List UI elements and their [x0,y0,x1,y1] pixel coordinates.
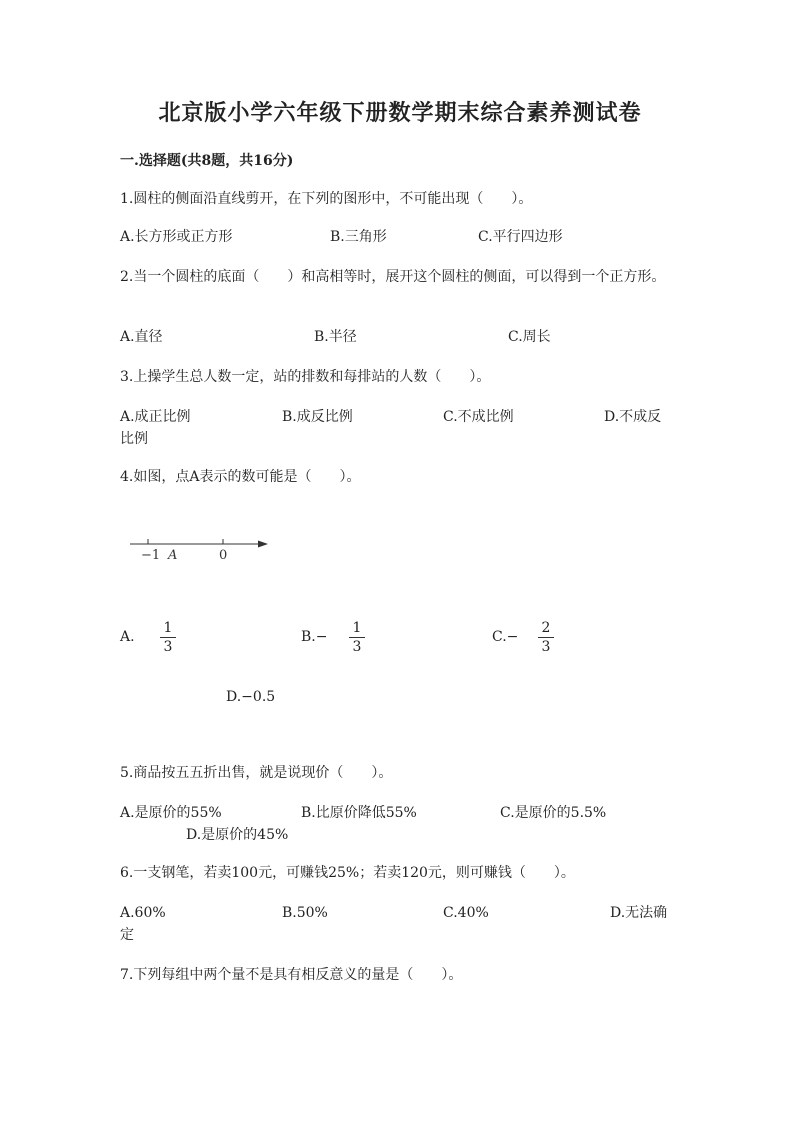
question-1: 1.圆柱的侧面沿直线剪开，在下列的图形中，不可能出现（ ）。 [120,191,533,207]
q4-option-d: D.−0.5 [226,689,276,705]
q6-option-b: B.50% [282,905,328,921]
page-title: 北京版小学六年级下册数学期末综合素养测试卷 [158,100,642,126]
number-line-arrow [258,541,268,548]
fraction-bar [538,637,554,638]
label-point-a: A [168,548,178,563]
q6-option-d-wrap: 定 [120,927,134,943]
label-zero: 0 [219,548,228,563]
q3-option-b: B.成反比例 [282,409,353,425]
question-5: 5.商品按五五折出售，就是说现价（ ）。 [120,765,393,781]
q5-option-a: A.是原价的55% [120,805,222,821]
number-line-figure [128,532,278,564]
fraction-bar [349,637,365,638]
question-6: 6.一支钢笔，若卖100元，可赚钱25%；若卖120元，则可赚钱（ ）。 [120,865,575,881]
q6-option-d: D.无法确 [610,905,668,921]
q3-option-d: D.不成反 [604,409,662,425]
q1-option-b: B.三角形 [330,229,387,245]
fraction-numerator: 1 [163,620,173,636]
q4-option-b-fraction [349,620,365,655]
q4-option-b: B.− [301,629,328,645]
q1-option-a: A.长方形或正方形 [120,229,233,245]
q2-option-b: B.半径 [314,329,357,345]
question-2: 2.当一个圆柱的底面（ ）和高相等时，展开这个圆柱的侧面，可以得到一个正方形。 [120,269,666,285]
q5-option-b: B.比原价降低55% [301,805,417,821]
fraction-denominator: 3 [163,639,173,655]
q4-option-a: A. [120,629,135,645]
fraction-numerator: 2 [541,620,551,636]
fraction-bar [160,637,176,638]
question-3: 3.上操学生总人数一定，站的排数和每排站的人数（ ）。 [120,369,491,385]
section-heading: 一.选择题(共8题，共16分) [120,153,294,169]
q4-option-a-fraction [160,620,176,655]
fraction-denominator: 3 [541,639,551,655]
label-minus-one: −1 [141,548,161,563]
question-4: 4.如图，点A表示的数可能是（ ）。 [120,469,361,485]
fraction-denominator: 3 [352,639,362,655]
q5-option-c: C.是原价的5.5% [500,805,607,821]
q4-option-c: C.− [492,629,519,645]
q1-option-c: C.平行四边形 [478,229,563,245]
q3-option-c: C.不成比例 [443,409,514,425]
q5-option-d: D.是原价的45% [186,827,289,843]
question-7: 7.下列每组中两个量不是具有相反意义的量是（ ）。 [120,967,463,983]
q6-option-c: C.40% [443,905,489,921]
q3-option-d-wrap: 比例 [120,431,148,447]
q4-option-c-fraction [538,620,554,655]
q3-option-a: A.成正比例 [120,409,191,425]
q6-option-a: A.60% [120,905,166,921]
fraction-numerator: 1 [352,620,362,636]
q2-option-a: A.直径 [120,329,163,345]
q2-option-c: C.周长 [508,329,551,345]
